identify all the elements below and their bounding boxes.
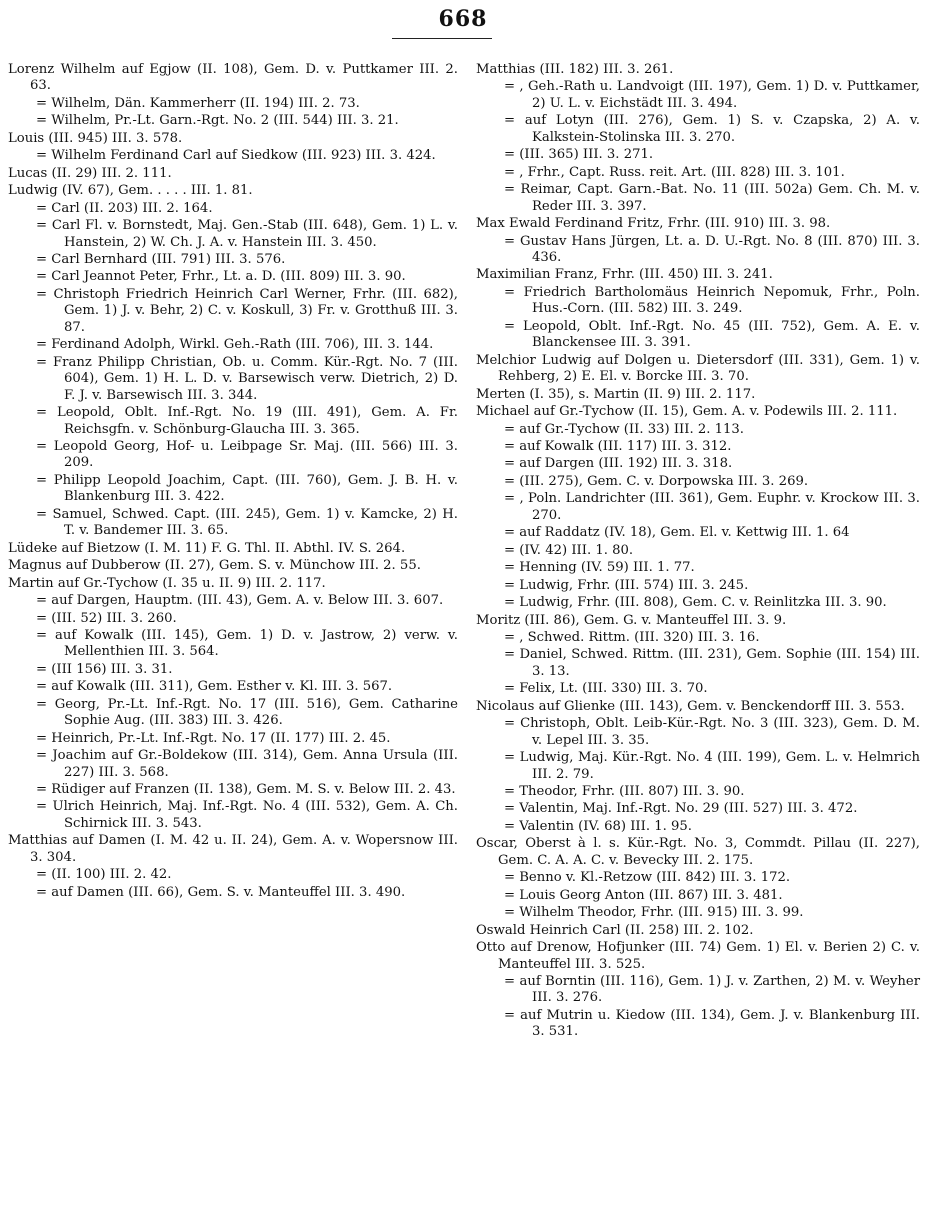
register-entry: = (III. 365) III. 3. 271. [504, 147, 654, 163]
register-entry: = (II. 100) III. 2. 42. [36, 867, 172, 883]
register-entry: Max Ewald Ferdinand Fritz, Frhr. (III. 910) III. 3. 98. [476, 216, 831, 232]
header-rule [392, 38, 492, 39]
register-entry: = Ludwig, Maj. Kür.-Rgt. No. 4 (III. 199), Gem. L. v. Helmrich III. 2. 79. [504, 750, 920, 782]
register-entry: = Ludwig, Frhr. (III. 574) III. 3. 245. [504, 577, 749, 593]
register-entry: = auf Kowalk (III. 311), Gem. Esther v. Kl. III. 3. 567. [36, 679, 393, 695]
register-entry: = , Geh.-Rath u. Landvoigt (III. 197), Gem. 1) D. v. Puttkamer, 2) U. L. v. Eichstädt III. 3. 494. [504, 79, 920, 111]
register-entry: Melchior Ludwig auf Dolgen u. Dietersdorf (III. 331), Gem. 1) v. Rehberg, 2) E. El. v. Borcke III. 3. 70. [476, 352, 920, 385]
register-entry: = Valentin (IV. 68) III. 1. 95. [504, 818, 692, 834]
register-entry: = Gustav Hans Jürgen, Lt. a. D. U.-Rgt. No. 8 (III. 870) III. 3. 436. [504, 233, 920, 265]
register-entry: = auf Kowalk (III. 145), Gem. 1) D. v. Jastrow, 2) verw. v. Mellenthien III. 3. 564. [36, 627, 458, 660]
register-entry: = Benno v. Kl.-Retzow (III. 842) III. 3. 172. [504, 870, 791, 886]
register-entry: = Carl Fl. v. Bornstedt, Maj. Gen.-Stab (III. 648), Gem. 1) L. v. Hanstein, 2) W. Ch. J. A. v. Hanstein III. 3. 450. [36, 218, 458, 250]
register-entry: Lucas (II. 29) III. 2. 111. [8, 165, 172, 181]
register-entry: = (IV. 42) III. 1. 80. [504, 542, 634, 558]
register-entry: = Carl Jeannot Peter, Frhr., Lt. a. D. (III. 809) III. 3. 90. [36, 269, 406, 285]
register-entry: = , Schwed. Rittm. (III. 320) III. 3. 16. [504, 629, 760, 645]
register-entry: = auf Mutrin u. Kiedow (III. 134), Gem. J. v. Blankenburg III. 3. 531. [504, 1007, 920, 1040]
register-entry: = Ferdinand Adolph, Wirkl. Geh.-Rath (III. 706), III. 3. 144. [36, 337, 434, 353]
register-entry: = Reimar, Capt. Garn.-Bat. No. 11 (III. 502a) Gem. Ch. M. v. Reder III. 3. 397. [504, 182, 920, 214]
page-number: 668 [438, 6, 488, 32]
register-entry: = Daniel, Schwed. Rittm. (III. 231), Gem. Sophie (III. 154) III. 3. 13. [504, 647, 920, 679]
register-entry: = (III. 52) III. 3. 260. [36, 610, 177, 626]
register-entry: Lüdeke auf Bietzow (I. M. 11) F. G. Thl. II. Abthl. IV. S. 264. [8, 540, 406, 556]
register-entry: = Leopold Georg, Hof- u. Leibpage Sr. Maj. (III. 566) III. 3. 209. [36, 438, 458, 471]
register-entry: = Christoph, Oblt. Leib-Kür.-Rgt. No. 3 (III. 323), Gem. D. M. v. Lepel III. 3. 35. [504, 716, 920, 748]
register-entry: Martin auf Gr.-Tychow (I. 35 u. II. 9) III. 2. 117. [8, 575, 326, 591]
register-entry: = Heinrich, Pr.-Lt. Inf.-Rgt. No. 17 (II. 177) III. 2. 45. [36, 730, 391, 746]
register-entry: = Ulrich Heinrich, Maj. Inf.-Rgt. No. 4 (III. 532), Gem. A. Ch. Schirnick III. 3. 543. [36, 799, 458, 831]
register-entry: Merten (I. 35), s. Martin (II. 9) III. 2. 117. [476, 386, 756, 402]
register-entry: Louis (III. 945) III. 3. 578. [8, 130, 183, 146]
register-entry: Nicolaus auf Glienke (III. 143), Gem. v. Benckendorff III. 3. 553. [476, 698, 905, 714]
register-entry: Michael auf Gr.-Tychow (II. 15), Gem. A. v. Podewils III. 2. 111. [476, 404, 898, 420]
register-entry: = , Frhr., Capt. Russ. reit. Art. (III. 828) III. 3. 101. [504, 164, 845, 180]
register-entry: = (III. 275), Gem. C. v. Dorpowska III. 3. 269. [504, 473, 809, 489]
register-entry: = auf Dargen, Hauptm. (III. 43), Gem. A. v. Below III. 3. 607. [36, 593, 444, 609]
register-entry: Matthias (III. 182) III. 3. 261. [476, 62, 674, 77]
register-entry: = Valentin, Maj. Inf.-Rgt. No. 29 (III. 527) III. 3. 472. [504, 801, 858, 817]
register-entry: Moritz (III. 86), Gem. G. v. Manteuffel III. 3. 9. [476, 612, 787, 628]
register-entry: = Felix, Lt. (III. 330) III. 3. 70. [504, 681, 708, 697]
register-entry: = Christoph Friedrich Heinrich Carl Werner, Frhr. (III. 682), Gem. 1) J. v. Behr, 2) C. v. Koskull, 3) Fr. v. Grotthuß III. 3. 87. [36, 286, 458, 335]
register-entry: Otto auf Drenow, Hofjunker (III. 74) Gem. 1) El. v. Berien 2) C. v. Manteuffel III. 3. 525. [476, 940, 920, 972]
register-entry: Matthias auf Damen (I. M. 42 u. II. 24), Gem. A. v. Wopersnow III. 3. 304. [8, 833, 458, 865]
register-entry: = auf Borntin (III. 116), Gem. 1) J. v. Zarthen, 2) M. v. Weyher III. 3. 276. [504, 974, 920, 1006]
register-entry: = Philipp Leopold Joachim, Capt. (III. 760), Gem. J. B. H. v. Blankenburg III. 3. 422. [36, 472, 458, 505]
register-entry: = , Poln. Landrichter (III. 361), Gem. Euphr. v. Krockow III. 3. 270. [504, 491, 920, 523]
register-entry: = Wilhelm Ferdinand Carl auf Siedkow (III. 923) III. 3. 424. [36, 148, 436, 164]
register-entry: Oswald Heinrich Carl (II. 258) III. 2. 102. [476, 922, 754, 938]
register-entry: = Joachim auf Gr.-Boldekow (III. 314), Gem. Anna Ursula (III. 227) III. 3. 568. [36, 748, 458, 780]
register-entry: Lorenz Wilhelm auf Egjow (II. 108), Gem. D. v. Puttkamer III. 2. 63. [8, 62, 458, 94]
register-entry: = Louis Georg Anton (III. 867) III. 3. 481. [504, 887, 783, 903]
register-entry: = auf Gr.-Tychow (II. 33) III. 2. 113. [504, 421, 744, 437]
register-entry: = Rüdiger auf Franzen (II. 138), Gem. M. S. v. Below III. 2. 43. [36, 782, 456, 798]
register-entry: = Georg, Pr.-Lt. Inf.-Rgt. No. 17 (III. 516), Gem. Catharine Sophie Aug. (III. 383) III. 3. 426. [36, 696, 458, 729]
register-entry: = Wilhelm, Dän. Kammerherr (II. 194) III. 2. 73. [36, 95, 360, 111]
register-entry: = Leopold, Oblt. Inf.-Rgt. No. 19 (III. 491), Gem. A. Fr. Reichsgfn. v. Schönburg-Glaucha III. 3. 365. [36, 405, 458, 437]
register-entry: = auf Kowalk (III. 117) III. 3. 312. [504, 438, 732, 454]
register-entry: = Ludwig, Frhr. (III. 808), Gem. C. v. Reinlitzka III. 3. 90. [504, 595, 887, 611]
register-entry: = auf Raddatz (IV. 18), Gem. El. v. Kettwig III. 1. 64 [504, 525, 850, 541]
register-entry: Ludwig (IV. 67), Gem. . . . . III. 1. 81. [8, 183, 253, 199]
register-entry: Oscar, Oberst à l. s. Kür.-Rgt. No. 3, Commdt. Pillau (II. 227), Gem. C. A. A. C. v. Bevecky III. 2. 175. [476, 836, 920, 868]
register-entry: = Carl Bernhard (III. 791) III. 3. 576. [36, 251, 286, 267]
register-entry: = auf Dargen (III. 192) III. 3. 318. [504, 456, 733, 472]
register-entry: = Wilhelm, Pr.-Lt. Garn.-Rgt. No. 2 (III. 544) III. 3. 21. [36, 113, 399, 129]
register-entry: = Wilhelm Theodor, Frhr. (III. 915) III. 3. 99. [504, 905, 804, 921]
register-entry: = Theodor, Frhr. (III. 807) III. 3. 90. [504, 784, 745, 800]
register-entry: = Friedrich Bartholomäus Heinrich Nepomuk, Frhr., Poln. Hus.-Corn. (III. 582) III. 3. 249. [504, 284, 920, 317]
register-entry: Maximilian Franz, Frhr. (III. 450) III. 3. 241. [476, 267, 773, 283]
register-entry: = Henning (IV. 59) III. 1. 77. [504, 560, 695, 576]
left-column [8, 62, 458, 902]
register-entry: = Samuel, Schwed. Capt. (III. 245), Gem. 1) v. Kamcke, 2) H. T. v. Bandemer III. 3. 65. [36, 506, 458, 539]
register-entry: = Carl (II. 203) III. 2. 164. [36, 200, 213, 216]
register-entry: = Franz Philipp Christian, Ob. u. Comm. Kür.-Rgt. No. 7 (III. 604), Gem. 1) H. L. D. v. Barsewisch verw. Dietrich, 2) D. F. J. v. Barsewisch III. 3. 344. [36, 354, 458, 403]
register-entry: Magnus auf Dubberow (II. 27), Gem. S. v. Münchow III. 2. 55. [8, 558, 421, 574]
register-entry: = auf Damen (III. 66), Gem. S. v. Manteuffel III. 3. 490. [36, 884, 406, 900]
register-entry: = Leopold, Oblt. Inf.-Rgt. No. 45 (III. 752), Gem. A. E. v. Blanckensee III. 3. 391. [504, 318, 920, 351]
right-column [476, 62, 920, 1042]
register-entry: = (III 156) III. 3. 31. [36, 661, 173, 677]
register-entry: = auf Lotyn (III. 276), Gem. 1) S. v. Czapska, 2) A. v. Kalkstein-Stolinska III. 3. 270. [504, 113, 920, 145]
